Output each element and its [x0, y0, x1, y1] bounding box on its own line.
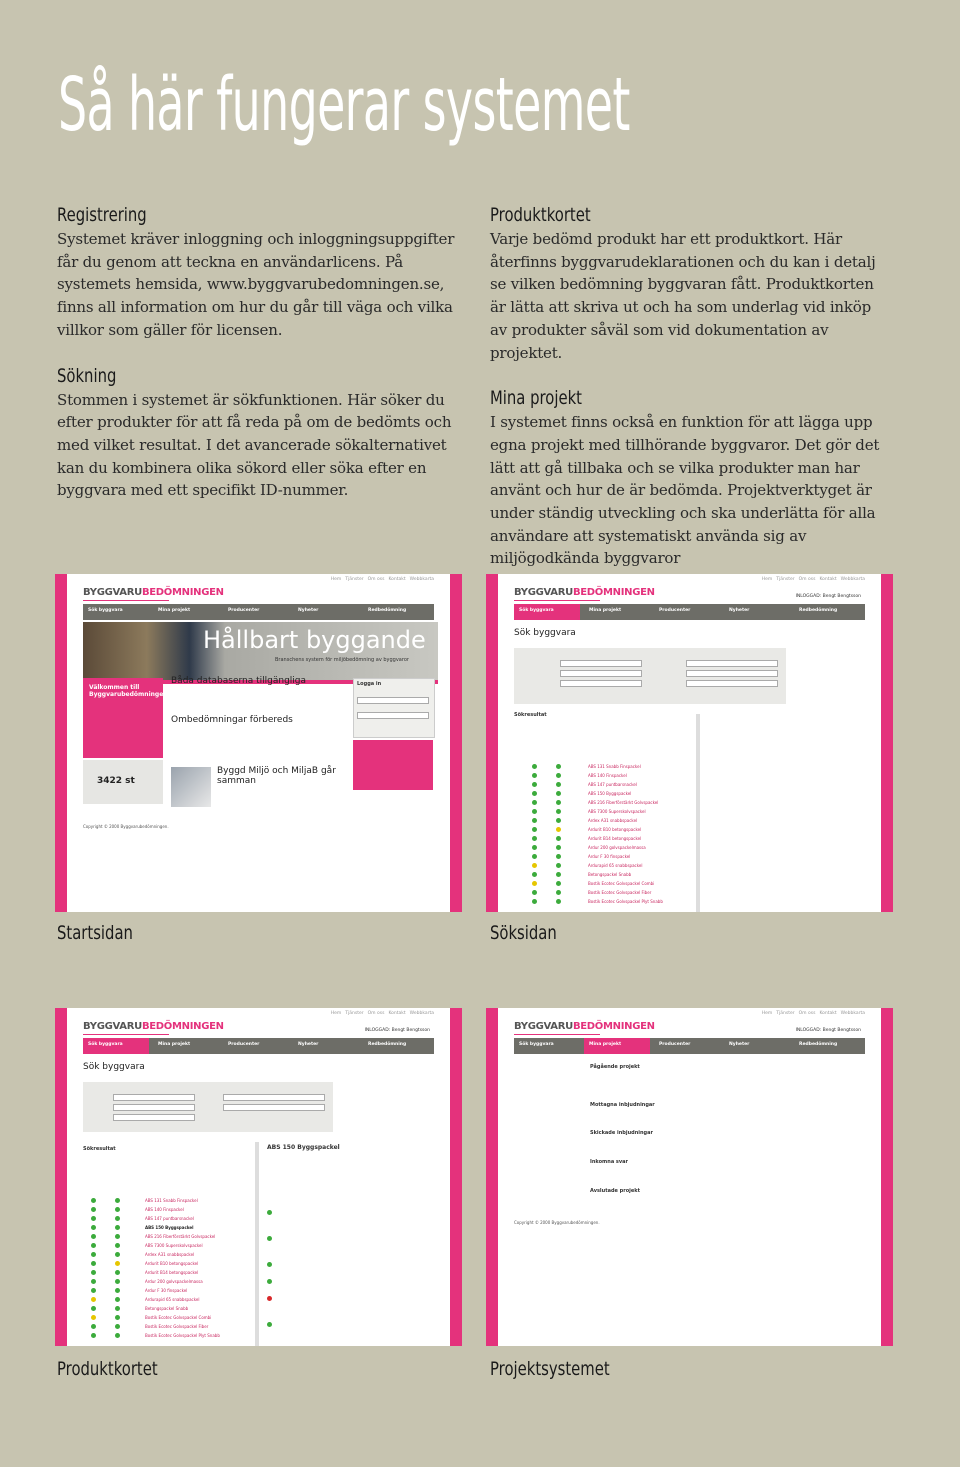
news-heading-2: Ombedömningar förbereds — [171, 715, 293, 725]
site-logo: BYGGVARUBEDÖMNINGEN — [83, 587, 224, 598]
search-title: Sök byggvara — [514, 628, 576, 638]
section-sokning — [57, 365, 457, 503]
promo-box — [353, 740, 433, 790]
hero-banner: Hållbart byggande Branschens system för miljöbedömning av byggvaror — [83, 622, 438, 680]
right-column — [490, 204, 890, 593]
section-heading: Mina projekt — [490, 387, 582, 410]
news-image — [171, 767, 211, 807]
section-produktkortet — [490, 204, 890, 364]
page-title: Så här fungerar systemet — [58, 62, 630, 148]
top-nav: Hem Tjänster Om oss Kontakt Webbkarta — [330, 577, 434, 582]
screenshot-produktkortet: Hem Tjänster Om oss Kontakt Webbkarta BYGGVARUBEDÖMNINGEN INLOGGAD: Bengt Bengtsson Sök byggvara Mina projekt Producenter Nyheter Redbedömning Sök byggvara Sökresultat ABS 131 Snabb Finspackel ABS 140 Finspackel ABS 147 puntbarsnackel ABS 150 Byggspackel ABS 216 Fiberförstärkt Golvspackel ABS 7300 Superskolvspackel Ardex A31 snabbspackel Ardurit B10 betongspackel Ardurit B14 betongspackel Ardur 200 golvspackelmassa Ardur F 30 finspackel Ardurapid 65 snabbspackel Betongspackel Snabb Bostik Ecotec Golvspackel Combi Bostik Ecotec Golvspackel Fiber Bostik Ecotec Golvspackel Plyt Snabb ABS 150 Byggspackel — [55, 1008, 462, 1346]
product-card: ABS 150 Byggspackel — [263, 1142, 439, 1346]
search-form[interactable] — [514, 648, 786, 704]
site-logo: BYGGVARUBEDÖMNINGEN — [83, 1021, 224, 1032]
site-logo: BYGGVARUBEDÖMNINGEN — [514, 1021, 655, 1032]
section-body: I systemet finns också en funktion för att lägga upp egna projekt med tillhörande byggvaror. Det gör det lätt att gå tillbaka och se vilka produkter man har använt och hur de är bedömda. Projektverktyget är under ständig utveckling och ska underlätta för alla användare att systematiskt använda sig av miljögodkända byggvaror — [490, 413, 880, 568]
section-body: Varje bedömd produkt har ett produktkort. Här återfinns byggvarudeklarationen och du kan i detalj se vilken bedömning byggvaran fått. Produktkorten är lätta att skriva ut och ha som underlag vid inköp av produkter såväl som vid dokumentation av projektet. — [490, 230, 876, 362]
caption-startsidan: Startsidan — [57, 922, 133, 944]
site-nav: Sök byggvara Mina projekt Producenter Nyheter Redbedömning — [83, 604, 434, 620]
site-logo: BYGGVARUBEDÖMNINGEN — [514, 587, 655, 598]
screenshot-soksidan: Hem Tjänster Om oss Kontakt Webbkarta BYGGVARUBEDÖMNINGEN INLOGGAD: Bengt Bengtsson Sök byggvara Mina projekt Producenter Nyheter Redbedömning Sök byggvara Sökresultat ABS 131 Snabb Finspackel ABS 140 Finspackel ABS 147 puntbarsnackel ABS 150 Byggspackel ABS 216 Fiberförstärkt Golvspackel ABS 7300 Superskolvspackel Ardex A31 snabbspackel Ardurit B10 betongspackel Ardurit B14 betongspackel Ardur 200 golvspackelmassa Ardur F 30 finspackel Ardurapid 65 snabbspackel Betongspackel Snabb Bostik Ecotec Golvspackel Combi Bostik Ecotec Golvspackel Fiber Bostik Ecotec Golvspackel Plyt Snabb — [486, 574, 893, 912]
section-registrering — [57, 204, 457, 342]
results-list: ABS 131 Snabb Finspackel ABS 140 Finspackel ABS 147 puntbarsnackel ABS 150 Byggspackel ABS 216 Fiberförstärkt Golvspackel ABS 7300 Superskolvspackel Ardex A31 snabbspackel Ardurit B10 betongspackel Ardurit B14 betongspackel Ardur 200 golvspackelmassa Ardur F 30 finspackel Ardurapid 65 snabbspackel Betongspackel Snabb Bostik Ecotec Golvspackel Combi Bostik Ecotec Golvspackel Fiber Bostik Ecotec Golvspackel Plyt Snabb — [514, 724, 694, 912]
section-heading: Registrering — [57, 204, 147, 226]
section-body: Stommen i systemet är sökfunktionen. Här söker du efter produkter för att få reda på om de bedömts och med vilket resultat. I det avancerade sökalternativet kan du kombinera olika sökord eller söka efter en byggvara med ett specifikt ID-nummer. — [57, 390, 452, 500]
login-box: Logga in — [353, 678, 435, 738]
section-heading: Sökning — [57, 364, 117, 387]
caption-produktkortet: Produktkortet — [57, 1358, 158, 1380]
welcome-box: Välkommen till Byggvarubedömningen — [83, 678, 163, 758]
caption-soksidan: Söksidan — [490, 922, 557, 944]
projects-title: Pågående projekt — [590, 1064, 640, 1070]
section-body: Systemet kräver inloggning och inloggningsuppgifter får du genom att teckna en användarlicens. På systemets hemsida, www.byggvarubedomningen.se, finns all information om hur du går till väga och vilka villkor som gäller för licensen. — [57, 230, 455, 339]
news-heading-1: Båda databaserna tillgängliga — [171, 676, 307, 686]
section-mina-projekt — [490, 387, 890, 570]
news-heading-3: Byggd Miljö och MiljaB går samman — [217, 766, 336, 786]
section-heading: Produktkortet — [490, 204, 591, 226]
count-box: 3422 st — [83, 760, 163, 804]
screenshot-startsidan: Hem Tjänster Om oss Kontakt Webbkarta BYGGVARUBEDÖMNINGEN Sök byggvara Mina projekt Producenter Nyheter Redbedömning Hållbart byggande Branschens system för miljöbedömning av byggvaror Välkommen till Byggvarubedömningen 3422 st Båda databaserna tillgängliga Ombedömningar förbereds Byggd Miljö och MiljaB går samman Logga in Copyright © 2000 Byggvarubedömningen. — [55, 574, 462, 912]
results-scrollbar[interactable] — [696, 714, 700, 912]
caption-projektsystemet: Projektsystemet — [490, 1358, 610, 1380]
screenshot-projektsystemet: Hem Tjänster Om oss Kontakt Webbkarta BYGGVARUBEDÖMNINGEN INLOGGAD: Bengt Bengtsson Sök byggvara Mina projekt Producenter Nyheter Redbedömning Pågående projekt Mottagna inbjudningar Skickade inbjudningar Inkomna svar Avslutade projekt Copyright © 2000 Byggvarubedömningen. — [486, 1008, 893, 1346]
left-column — [57, 204, 457, 525]
results-scrollbar[interactable] — [255, 1142, 259, 1346]
